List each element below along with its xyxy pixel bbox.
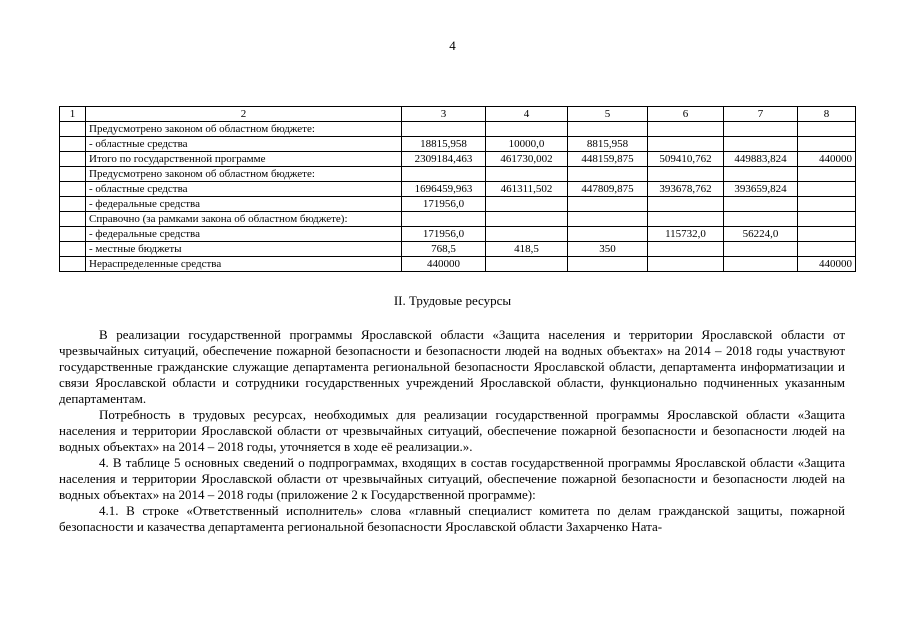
table-cell bbox=[648, 257, 724, 272]
table-header-cell: 8 bbox=[798, 107, 856, 122]
table-header-cell: 2 bbox=[86, 107, 402, 122]
table-cell bbox=[724, 242, 798, 257]
table-cell bbox=[798, 197, 856, 212]
table-header-cell: 7 bbox=[724, 107, 798, 122]
table-row bbox=[60, 182, 856, 197]
table-cell bbox=[402, 212, 486, 227]
table-cell bbox=[60, 212, 86, 227]
table-cell: 768,5 bbox=[402, 242, 486, 257]
table-cell bbox=[724, 122, 798, 137]
table-cell: 440000 bbox=[798, 257, 856, 272]
table-cell bbox=[60, 242, 86, 257]
table-header-row bbox=[60, 107, 856, 122]
paragraph: В реализации государственной программы Ярославской области «Защита населения и территории Ярославской области от чрезвычайных ситуаций, обеспечение пожарной безопасности и безопасности людей на водных объектах» на 2014 – 2018 годы участвуют государственные гражданские служащие департамента региональной безопасности Ярославской области, департамента информатизации и связи Ярославской области и сотрудники государственных учреждений Ярославской области, функционально подчиненных указанным департаментам. bbox=[59, 327, 845, 406]
table-cell bbox=[798, 122, 856, 137]
table-cell bbox=[486, 227, 568, 242]
row-label-cell: Справочно (за рамками закона об областном бюджете): bbox=[86, 212, 402, 227]
table-cell bbox=[798, 212, 856, 227]
table-header-cell: 4 bbox=[486, 107, 568, 122]
table-row bbox=[60, 152, 856, 167]
row-label-cell: - областные средства bbox=[86, 182, 402, 197]
table-cell bbox=[60, 182, 86, 197]
table-header-cell: 3 bbox=[402, 107, 486, 122]
table-cell: 18815,958 bbox=[402, 137, 486, 152]
table-cell bbox=[486, 257, 568, 272]
table-cell bbox=[568, 227, 648, 242]
row-label-cell: - местные бюджеты bbox=[86, 242, 402, 257]
table-cell bbox=[648, 137, 724, 152]
table-cell bbox=[486, 167, 568, 182]
table-cell: 461730,002 bbox=[486, 152, 568, 167]
table-cell bbox=[60, 122, 86, 137]
row-label-cell: - федеральные средства bbox=[86, 197, 402, 212]
table-cell bbox=[486, 212, 568, 227]
table-cell: 449883,824 bbox=[724, 152, 798, 167]
table-cell bbox=[724, 167, 798, 182]
table-cell bbox=[568, 122, 648, 137]
table-row bbox=[60, 167, 856, 182]
row-label-cell: Нераспределенные средства bbox=[86, 257, 402, 272]
table-cell bbox=[568, 197, 648, 212]
table-cell: 393678,762 bbox=[648, 182, 724, 197]
table-cell: 447809,875 bbox=[568, 182, 648, 197]
table-cell: 10000,0 bbox=[486, 137, 568, 152]
table-cell bbox=[798, 137, 856, 152]
table-cell bbox=[60, 167, 86, 182]
table-cell: 418,5 bbox=[486, 242, 568, 257]
table-cell: 2309184,463 bbox=[402, 152, 486, 167]
table-cell bbox=[568, 167, 648, 182]
body-text bbox=[59, 327, 845, 535]
table-cell: 440000 bbox=[798, 152, 856, 167]
table-cell: 171956,0 bbox=[402, 197, 486, 212]
table-cell: 440000 bbox=[402, 257, 486, 272]
table-cell bbox=[60, 137, 86, 152]
table-cell bbox=[648, 242, 724, 257]
table-cell bbox=[648, 122, 724, 137]
row-label-cell: Итого по государственной программе bbox=[86, 152, 402, 167]
table-cell bbox=[724, 212, 798, 227]
table-row bbox=[60, 257, 856, 272]
table-row bbox=[60, 197, 856, 212]
table-cell bbox=[648, 167, 724, 182]
table-cell: 115732,0 bbox=[648, 227, 724, 242]
table-header-cell: 5 bbox=[568, 107, 648, 122]
table-cell bbox=[60, 152, 86, 167]
table-cell bbox=[402, 122, 486, 137]
page-number: 4 bbox=[449, 38, 456, 53]
table-cell: 350 bbox=[568, 242, 648, 257]
table-cell bbox=[724, 257, 798, 272]
table-cell: 1696459,963 bbox=[402, 182, 486, 197]
table-cell bbox=[798, 227, 856, 242]
row-label-cell: - федеральные средства bbox=[86, 227, 402, 242]
budget-table bbox=[59, 106, 856, 272]
table-row bbox=[60, 122, 856, 137]
table-cell: 171956,0 bbox=[402, 227, 486, 242]
table-cell bbox=[648, 212, 724, 227]
table-cell bbox=[402, 167, 486, 182]
paragraph: 4.1. В строке «Ответственный исполнитель» слова «главный специалист комитета по делам гражданской защиты, пожарной безопасности и казачества департамента региональной безопасности Ярославской области Захарченко Ната- bbox=[59, 503, 845, 534]
row-label-cell: Предусмотрено законом об областном бюджете: bbox=[86, 167, 402, 182]
table-row bbox=[60, 227, 856, 242]
table-cell: 56224,0 bbox=[724, 227, 798, 242]
table-cell: 393659,824 bbox=[724, 182, 798, 197]
table-row bbox=[60, 212, 856, 227]
paragraph: Потребность в трудовых ресурсах, необходимых для реализации государственной программы Ярославской области «Защита населения и территории Ярославской области от чрезвычайных ситуаций, обеспечение пожарной безопасности и безопасности людей на водных объектах» на 2014 – 2018 годы, уточняется в ходе её реализации.». bbox=[59, 407, 845, 454]
table-row bbox=[60, 137, 856, 152]
table-cell bbox=[568, 257, 648, 272]
table-cell bbox=[486, 197, 568, 212]
table-header-cell: 6 bbox=[648, 107, 724, 122]
table-row bbox=[60, 242, 856, 257]
table-cell bbox=[724, 137, 798, 152]
table-cell bbox=[60, 227, 86, 242]
row-label-cell: - областные средства bbox=[86, 137, 402, 152]
table-cell bbox=[486, 122, 568, 137]
table-cell bbox=[798, 242, 856, 257]
table-header-cell: 1 bbox=[60, 107, 86, 122]
table-cell: 461311,502 bbox=[486, 182, 568, 197]
row-label-cell: Предусмотрено законом об областном бюджете: bbox=[86, 122, 402, 137]
table-cell bbox=[60, 197, 86, 212]
paragraph: 4. В таблице 5 основных сведений о подпрограммах, входящих в состав государственной программы Ярославской области «Защита населения и территории Ярославской области от чрезвычайных ситуаций, обеспечение пожарной безопасности и безопасности людей на водных объектах» на 2014 – 2018 годы (приложение 2 к Государственной программе): bbox=[59, 455, 845, 502]
table-cell: 8815,958 bbox=[568, 137, 648, 152]
section-title: II. Трудовые ресурсы bbox=[393, 293, 512, 308]
table-cell bbox=[60, 257, 86, 272]
table-cell: 509410,762 bbox=[648, 152, 724, 167]
table-cell bbox=[648, 197, 724, 212]
table-cell bbox=[798, 182, 856, 197]
table-cell bbox=[724, 197, 798, 212]
table-cell bbox=[568, 212, 648, 227]
table-cell: 448159,875 bbox=[568, 152, 648, 167]
table-cell bbox=[798, 167, 856, 182]
